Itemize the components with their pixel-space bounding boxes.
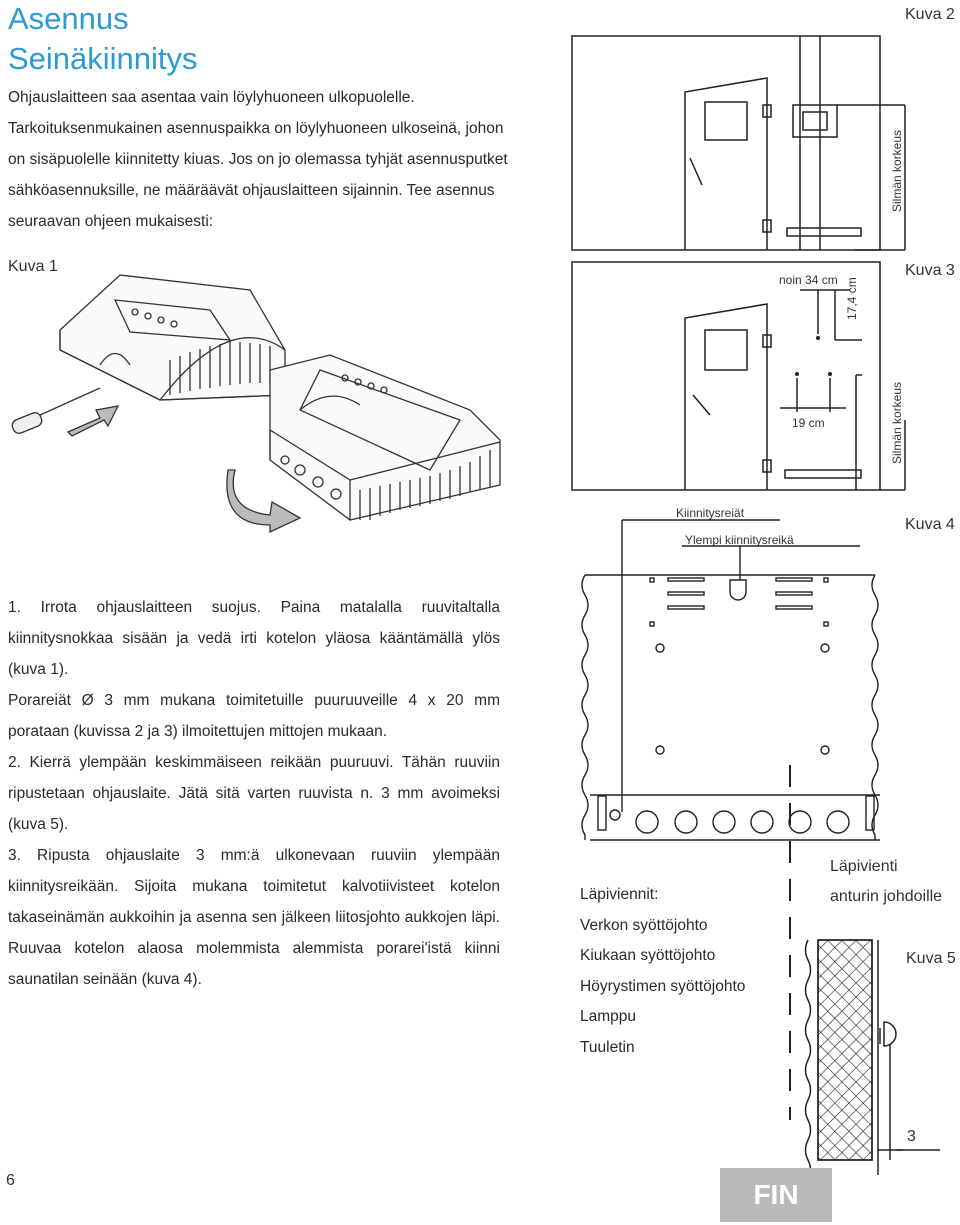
- kuva3-height-label: 17,4 cm: [845, 277, 859, 320]
- kuva4-upper-hole-label: Ylempi kiinnitysreikä: [685, 533, 794, 547]
- intro-paragraph: Ohjauslaitteen saa asentaa vain löylyhuoneen ulkopuolelle. Tarkoituksenmukainen asennuspaikka on löylyhuoneen ulkoseinä, johon on sisäpuolelle kiinnitetty kiuas. Jos on jo olemassa tyhjät asennusputket sähköasennuksille, ne määräävät ohjauslaitteen sijainnin. Tee asennus seuraavan ohjeen mukaisesti:: [8, 89, 508, 230]
- kuva5-thickness-label: 3: [907, 1128, 916, 1145]
- title-line-2: Seinäkiinnitys: [8, 41, 198, 76]
- title-line-1: Asennus: [8, 1, 129, 36]
- kuva1-label: Kuva 1: [8, 258, 58, 275]
- list-item: Verkon syöttöjohto: [580, 916, 708, 934]
- kuva3-spacing-label: 19 cm: [792, 416, 825, 430]
- kuva5-sensor-passage-line2: anturin johdoille: [830, 888, 943, 905]
- passages-list: [580, 880, 745, 1063]
- step-2: 2. Kierrä ylempään keskimmäiseen reikään puuruuvi. Tähän ruuviin ripustetaan ohjauslaite. Jätä sitä varten ruuvista n. 3 mm avoimeksi (kuva 5).: [8, 754, 500, 833]
- kuva5-sensor-passage-line1: Läpivienti: [830, 858, 898, 875]
- kuva5-label: Kuva 5: [906, 950, 956, 967]
- step-1-drilling: Porareiät Ø 3 mm mukana toimitetuille puuruuveille 4 x 20 mm porataan (kuvissa 2 ja 3) ilmoitettujen mittojen mukaan.: [8, 692, 500, 740]
- kuva3-width-label: noin 34 cm: [779, 273, 838, 287]
- kuva3-eye-height: Silmän korkeus: [890, 381, 904, 464]
- list-item: Kiukaan syöttöjohto: [580, 947, 716, 964]
- page-number: 6: [6, 1172, 15, 1189]
- language-badge: FIN: [720, 1168, 832, 1222]
- kuva2-eye-height: Silmän korkeus: [890, 129, 904, 212]
- list-item: Tuuletin: [580, 1038, 635, 1056]
- list-item: Höyrystimen syöttöjohto: [580, 977, 746, 995]
- list-item: Lamppu: [580, 1008, 637, 1025]
- kuva4-holes-label: Kiinnitysreiät: [676, 506, 745, 520]
- kuva3-label: Kuva 3: [905, 262, 955, 279]
- step-3: 3. Ripusta ohjauslaite 3 mm:ä ulkonevaan ruuviin ylempään kiinnitysreikään. Sijoita mukana toimitetut kalvotiivisteet kotelon takaseinämän aukkoihin ja asenna sen jälkeen liitosjohto aukkojen läpi. Ruuvaa kotelon alaosa molemmista alemmista porarei'istä kiinni saunatilan seinään (kuva 4).: [8, 847, 500, 988]
- step-1: 1. Irrota ohjauslaitteen suojus. Paina matalalla ruuvitaltalla kiinnitysnokkaa sisään ja vedä irti kotelon yläosa kääntämällä ylös (kuva 1).: [8, 599, 500, 678]
- instruction-steps: [8, 592, 500, 995]
- kuva4-label: Kuva 4: [905, 516, 955, 533]
- kuva2-label: Kuva 2: [905, 6, 955, 23]
- passages-heading: Läpiviennit:: [580, 886, 659, 903]
